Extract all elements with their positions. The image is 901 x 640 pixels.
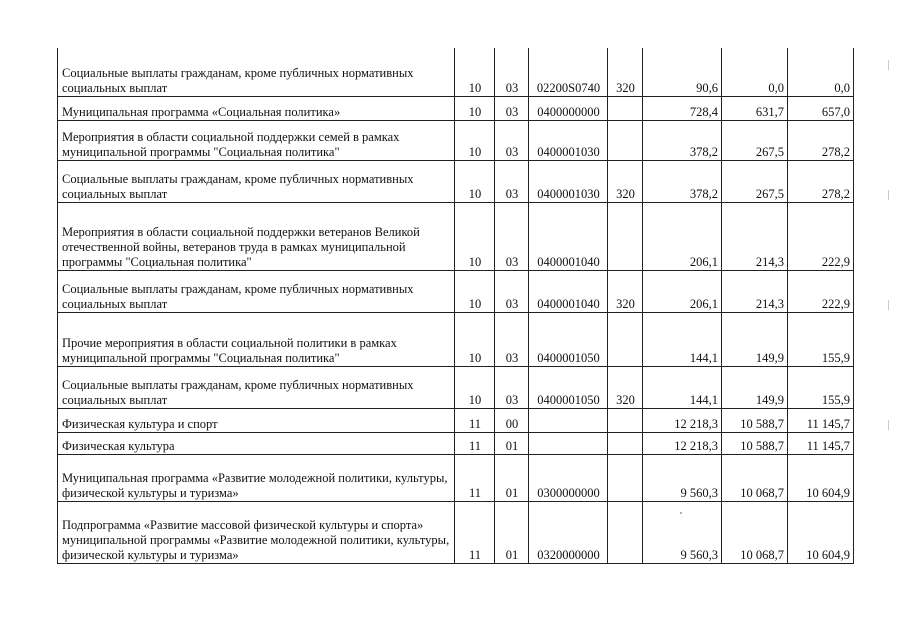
- table-row: [58, 270, 854, 312]
- amount-1: 144,1: [643, 312, 722, 366]
- amount-3: 10 604,9: [788, 454, 854, 501]
- subsection-code: 03: [495, 202, 529, 270]
- amount-3: 10 604,9: [788, 501, 854, 563]
- amount-1: 378,2: [643, 120, 722, 160]
- subsection-code: 00: [495, 408, 529, 432]
- amount-1: 378,2: [643, 160, 722, 202]
- amount-1: 9 560,3: [643, 454, 722, 501]
- row-name: Социальные выплаты гражданам, кроме публичных нормативных социальных выплат: [58, 270, 455, 312]
- subsection-code: 03: [495, 96, 529, 120]
- amount-2: 10 588,7: [722, 432, 788, 454]
- table-row: [58, 432, 854, 454]
- table-row: [58, 202, 854, 270]
- subsection-code: 01: [495, 454, 529, 501]
- subsection-code: 03: [495, 312, 529, 366]
- target-article-code: 02200S0740: [529, 48, 608, 96]
- row-name: Прочие мероприятия в области социальной политики в рамках муниципальной программы "Социальная политика": [58, 312, 455, 366]
- row-name: Мероприятия в области социальной поддержки ветеранов Великой отечественной войны, ветеранов труда в рамках муниципальной программы "Социальная политика": [58, 202, 455, 270]
- section-code: 10: [455, 202, 495, 270]
- expense-type-code: [608, 432, 643, 454]
- amount-1: 206,1: [643, 270, 722, 312]
- amount-3: 11 145,7: [788, 408, 854, 432]
- amount-2: 214,3: [722, 202, 788, 270]
- section-code: 10: [455, 48, 495, 96]
- expense-type-code: 320: [608, 48, 643, 96]
- table-row: [58, 96, 854, 120]
- section-code: 10: [455, 366, 495, 408]
- subsection-code: 03: [495, 160, 529, 202]
- table-row: [58, 366, 854, 408]
- scan-edge-mark: [888, 420, 889, 430]
- amount-1: 9 560,3: [643, 501, 722, 563]
- subsection-code: 01: [495, 501, 529, 563]
- table-row: [58, 48, 854, 96]
- section-code: 11: [455, 408, 495, 432]
- target-article-code: 0400001040: [529, 202, 608, 270]
- amount-1: 90,6: [643, 48, 722, 96]
- amount-1: 12 218,3: [643, 408, 722, 432]
- amount-1: 728,4: [643, 96, 722, 120]
- expense-type-code: [608, 501, 643, 563]
- amount-3: 278,2: [788, 120, 854, 160]
- amount-3: 11 145,7: [788, 432, 854, 454]
- target-article-code: [529, 432, 608, 454]
- row-name: Физическая культура и спорт: [58, 408, 455, 432]
- expense-type-code: [608, 202, 643, 270]
- budget-table: [57, 48, 854, 564]
- expense-type-code: [608, 408, 643, 432]
- section-code: 10: [455, 270, 495, 312]
- amount-3: 657,0: [788, 96, 854, 120]
- amount-3: 155,9: [788, 366, 854, 408]
- scan-edge-mark: [888, 60, 889, 70]
- section-code: 10: [455, 120, 495, 160]
- scan-speck: [680, 512, 682, 514]
- table-row: [58, 454, 854, 501]
- row-name: Муниципальная программа «Социальная политика»: [58, 96, 455, 120]
- row-name: Социальные выплаты гражданам, кроме публичных нормативных социальных выплат: [58, 160, 455, 202]
- subsection-code: 03: [495, 120, 529, 160]
- amount-2: 214,3: [722, 270, 788, 312]
- amount-2: 267,5: [722, 120, 788, 160]
- amount-3: 278,2: [788, 160, 854, 202]
- subsection-code: 01: [495, 432, 529, 454]
- row-name: Социальные выплаты гражданам, кроме публичных нормативных социальных выплат: [58, 48, 455, 96]
- amount-1: 12 218,3: [643, 432, 722, 454]
- section-code: 11: [455, 432, 495, 454]
- expense-type-code: [608, 454, 643, 501]
- section-code: 10: [455, 312, 495, 366]
- amount-3: 222,9: [788, 270, 854, 312]
- row-name: Физическая культура: [58, 432, 455, 454]
- amount-1: 144,1: [643, 366, 722, 408]
- target-article-code: 0400001030: [529, 160, 608, 202]
- subsection-code: 03: [495, 366, 529, 408]
- row-name: Муниципальная программа «Развитие молодежной политики, культуры, физической культуры и туризма»: [58, 454, 455, 501]
- row-name: Социальные выплаты гражданам, кроме публичных нормативных социальных выплат: [58, 366, 455, 408]
- section-code: 10: [455, 160, 495, 202]
- target-article-code: 0400001030: [529, 120, 608, 160]
- subsection-code: 03: [495, 270, 529, 312]
- section-code: 11: [455, 454, 495, 501]
- amount-2: 149,9: [722, 312, 788, 366]
- amount-3: 155,9: [788, 312, 854, 366]
- target-article-code: 0320000000: [529, 501, 608, 563]
- amount-2: 0,0: [722, 48, 788, 96]
- table-row: [58, 408, 854, 432]
- amount-2: 10 068,7: [722, 501, 788, 563]
- target-article-code: 0400001050: [529, 366, 608, 408]
- row-name: Мероприятия в области социальной поддержки семей в рамках муниципальной программы "Социальная политика": [58, 120, 455, 160]
- amount-1: 206,1: [643, 202, 722, 270]
- amount-2: 10 588,7: [722, 408, 788, 432]
- target-article-code: 0400001050: [529, 312, 608, 366]
- target-article-code: [529, 408, 608, 432]
- section-code: 11: [455, 501, 495, 563]
- table-row: [58, 312, 854, 366]
- amount-2: 267,5: [722, 160, 788, 202]
- scan-edge-mark: [888, 190, 889, 200]
- row-name: Подпрограмма «Развитие массовой физической культуры и спорта» муниципальной программы «Развитие молодежной политики, культуры, физической культуры и туризма»: [58, 501, 455, 563]
- target-article-code: 0300000000: [529, 454, 608, 501]
- expense-type-code: [608, 96, 643, 120]
- expense-type-code: 320: [608, 366, 643, 408]
- amount-2: 10 068,7: [722, 454, 788, 501]
- scan-edge-mark: [888, 300, 889, 310]
- target-article-code: 0400000000: [529, 96, 608, 120]
- expense-type-code: 320: [608, 270, 643, 312]
- table-row: [58, 120, 854, 160]
- section-code: 10: [455, 96, 495, 120]
- expense-type-code: [608, 312, 643, 366]
- target-article-code: 0400001040: [529, 270, 608, 312]
- table-row: [58, 501, 854, 563]
- expense-type-code: 320: [608, 160, 643, 202]
- subsection-code: 03: [495, 48, 529, 96]
- expense-type-code: [608, 120, 643, 160]
- table-row: [58, 160, 854, 202]
- amount-2: 149,9: [722, 366, 788, 408]
- amount-3: 0,0: [788, 48, 854, 96]
- amount-3: 222,9: [788, 202, 854, 270]
- amount-2: 631,7: [722, 96, 788, 120]
